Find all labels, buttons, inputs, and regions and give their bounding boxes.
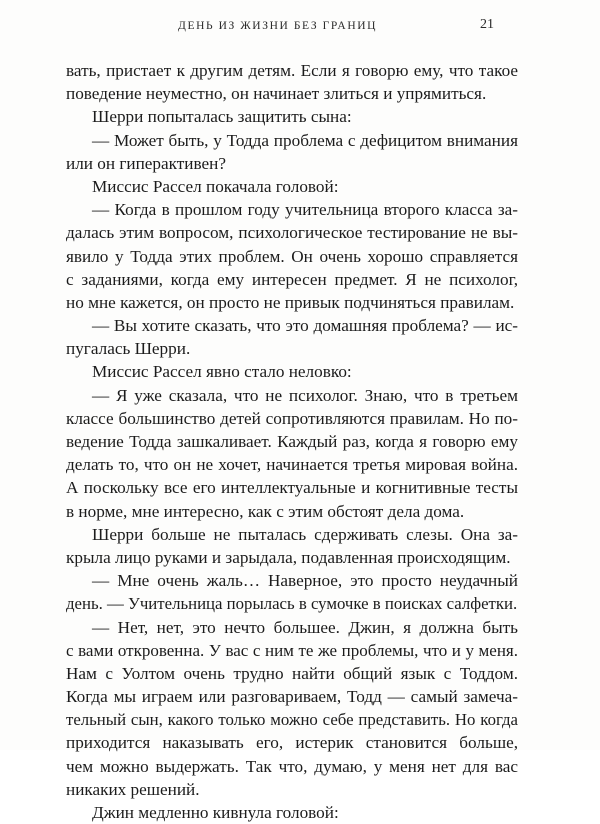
text-line: — Может быть, у Тодда проблема с дефицитом внимания (92, 130, 518, 150)
text-line: Шерри попыталась защитить сына: (92, 107, 352, 127)
text-line: Миссис Рассел покачала головой: (92, 176, 339, 196)
text-line: классе большинство детей сопротивляются правилам. Но по- (66, 408, 518, 428)
text-line: чем можно выдержать. Так что, думаю, у меня нет для вас (66, 756, 518, 776)
text-line: или он гиперактивен? (66, 153, 226, 173)
text-line: — Вы хотите сказать, что это домашняя проблема? — ис- (92, 316, 518, 336)
text-line: поведение неуместно, он начинает злиться и упрямиться. (66, 84, 487, 104)
text-line: пугалась Шерри. (66, 339, 191, 359)
text-line: Нам с Уолтом очень трудно найти общий язык с Тоддом. (66, 663, 518, 683)
text-line: Шерри больше не пыталась сдерживать слезы. Она за- (92, 524, 518, 544)
text-line: день. — Учительница порылась в сумочке в поисках салфетки. (66, 594, 518, 614)
text-line: далась этим вопросом, психологическое тестирование не вы- (66, 223, 518, 243)
text-line: приходится наказывать его, истерик становится больше, (66, 733, 518, 753)
text-line: ведение Тодда зашкаливает. Каждый раз, когда я говорю ему (66, 432, 518, 451)
text-line: крыла лицо руками и зарыдала, подавленная происходящим. (66, 547, 511, 567)
running-title: ДЕНЬ ИЗ ЖИЗНИ БЕЗ ГРАНИЦ (178, 20, 378, 32)
text-line: — Нет, нет, это нечто большее. Джин, я должна быть (92, 617, 518, 637)
text-line: А поскольку все его интеллектуальные и когнитивные тесты (66, 478, 518, 498)
text-line: никаких решений. (66, 779, 200, 799)
text-line: Миссис Рассел явно стало неловко: (92, 362, 352, 382)
text-line: — Когда в прошлом году учительница второго класса за- (92, 200, 518, 220)
running-head (0, 14, 600, 38)
text-line: вать, пристает к другим детям. Если я говорю ему, что такое (66, 61, 518, 80)
text-line: тельный сын, какого только можно себе представить. Но когда (66, 710, 518, 730)
text-line: в норме, мне интересно, как с этим обстоят дела дома. (66, 501, 465, 521)
text-line: Джин медленно кивнула головой: (92, 803, 339, 822)
text-line: — Мне очень жаль… Наверное, это просто неудачный (92, 571, 518, 591)
body-text (66, 59, 518, 824)
text-line: делать то, что он не хочет, начинается третья мировая война. (66, 455, 518, 475)
text-line: явило у Тодда этих проблем. Он очень хорошо справляется (66, 246, 518, 266)
text-line: но мне кажется, он просто не привык подчиняться правилам. (66, 292, 515, 312)
text-line: с заданиями, когда ему интересен предмет. Я не психолог, (66, 269, 518, 289)
page-number: 21 (480, 17, 494, 32)
text-line: Когда мы играем или разговариваем, Тодд — самый замеча- (66, 687, 518, 707)
text-line: с вами откровенна. У вас с ним те же проблемы, что и у меня. (66, 640, 518, 660)
text-line: — Я уже сказала, что не психолог. Знаю, что в третьем (92, 385, 518, 405)
